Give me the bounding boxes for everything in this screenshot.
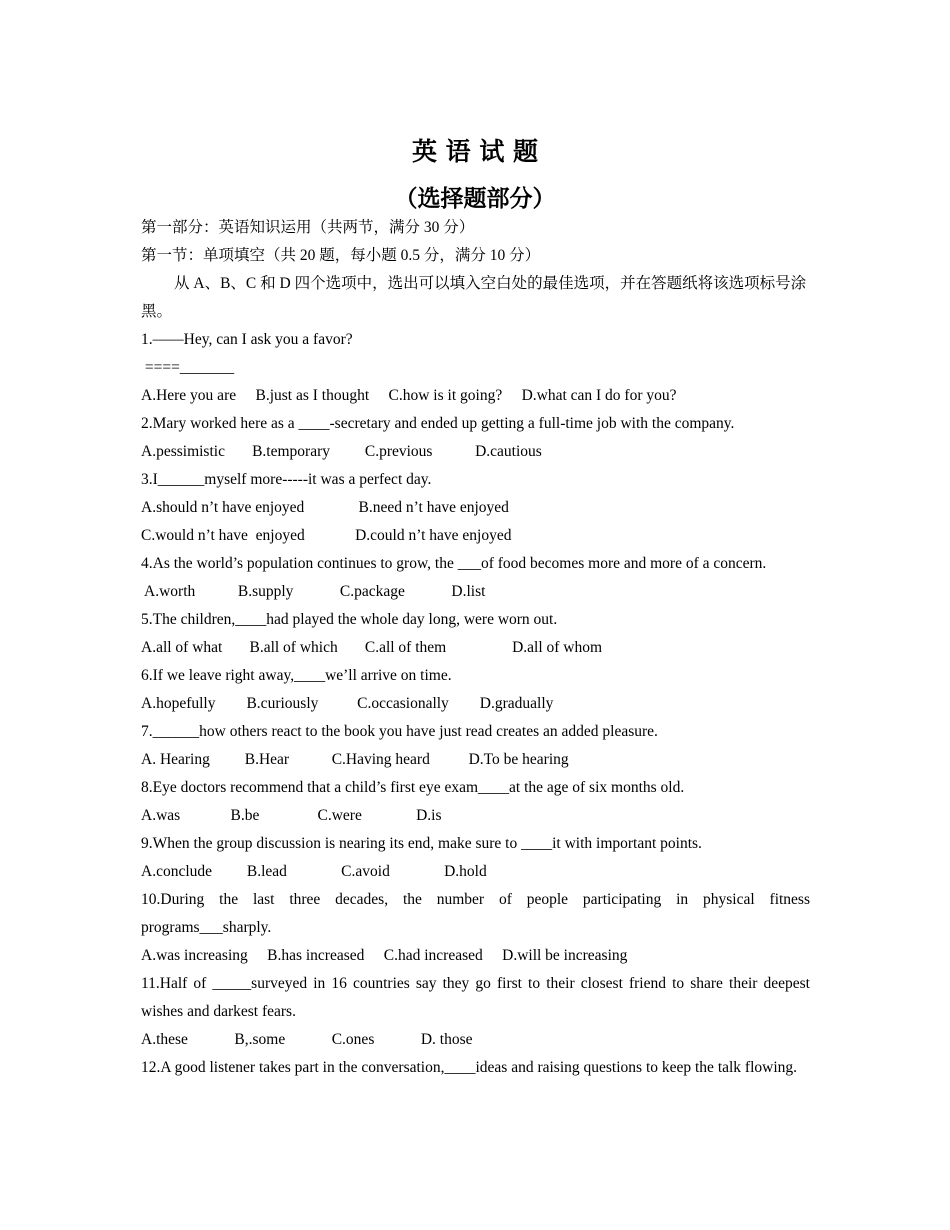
question-1-options: A.Here you are B.just as I thought C.how is it going? D.what can I do for you?	[141, 387, 677, 404]
question-5-stem: 5.The children,____had played the whole day long, were worn out.	[141, 611, 558, 628]
question-9-stem: 9.When the group discussion is nearing its end, make sure to ____it with important points.	[141, 835, 702, 852]
exam-body	[141, 214, 810, 1082]
question-5-options: A.all of what B.all of which C.all of them D.all of whom	[141, 639, 603, 656]
section-heading: 第一节：单项填空（共 20 题，每小题 0.5 分，满分 10 分）	[141, 247, 541, 264]
question-10-options: A.was increasing B.has increased C.had increased D.will be increasing	[141, 947, 628, 964]
question-7-stem: 7.______how others react to the book you have just read creates an added pleasure.	[141, 723, 658, 740]
question-3-options: A.should n’t have enjoyed B.need n’t have enjoyed	[141, 499, 509, 516]
instructions: 从 A、B、C 和 D 四个选项中，选出可以填入空白处的最佳选项，并在答题纸将该选项标号涂黑。	[141, 275, 807, 320]
question-10-stem: 10.During the last three decades, the number of people participating in physical fitness programs___sharply.	[141, 891, 810, 936]
question-4-stem: 4.As the world’s population continues to grow, the ___of food becomes more and more of a concern.	[141, 555, 767, 572]
question-3-stem: 3.I______myself more-----it was a perfect day.	[141, 471, 432, 488]
question-6-stem: 6.If we leave right away,____we’ll arrive on time.	[141, 667, 452, 684]
question-8-options: A.was B.be C.were D.is	[141, 807, 442, 824]
question-2-stem: 2.Mary worked here as a ____-secretary and ended up getting a full-time job with the company.	[141, 415, 735, 432]
part-heading: 第一部分：英语知识运用（共两节，满分 30 分）	[141, 219, 475, 236]
question-3-options-row2: C.would n’t have enjoyed D.could n’t have enjoyed	[141, 527, 512, 544]
question-1-stem: 1.——Hey, can I ask you a favor?	[141, 331, 353, 348]
question-1-stem-response: ====_______	[141, 359, 235, 376]
question-9-options: A.conclude B.lead C.avoid D.hold	[141, 863, 487, 880]
question-11-options: A.these B,.some C.ones D. those	[141, 1031, 473, 1048]
page-subtitle: （选择题部分）	[394, 186, 556, 212]
question-4-options: A.worth B.supply C.package D.list	[141, 583, 486, 600]
question-12-stem: 12.A good listener takes part in the conversation,____ideas and raising questions to keep the talk flowing.	[141, 1059, 798, 1076]
page-title: 英 语 试 题	[411, 137, 539, 166]
question-8-stem: 8.Eye doctors recommend that a child’s first eye exam____at the age of six months old.	[141, 779, 685, 796]
question-2-options: A.pessimistic B.temporary C.previous D.cautious	[141, 443, 542, 460]
question-11-stem: 11.Half of _____surveyed in 16 countries say they go first to their closest friend to share their deepest wishes and darkest fears.	[141, 975, 810, 1020]
question-7-options: A. Hearing B.Hear C.Having heard D.To be hearing	[141, 751, 569, 768]
question-6-options: A.hopefully B.curiously C.occasionally D.gradually	[141, 695, 554, 712]
